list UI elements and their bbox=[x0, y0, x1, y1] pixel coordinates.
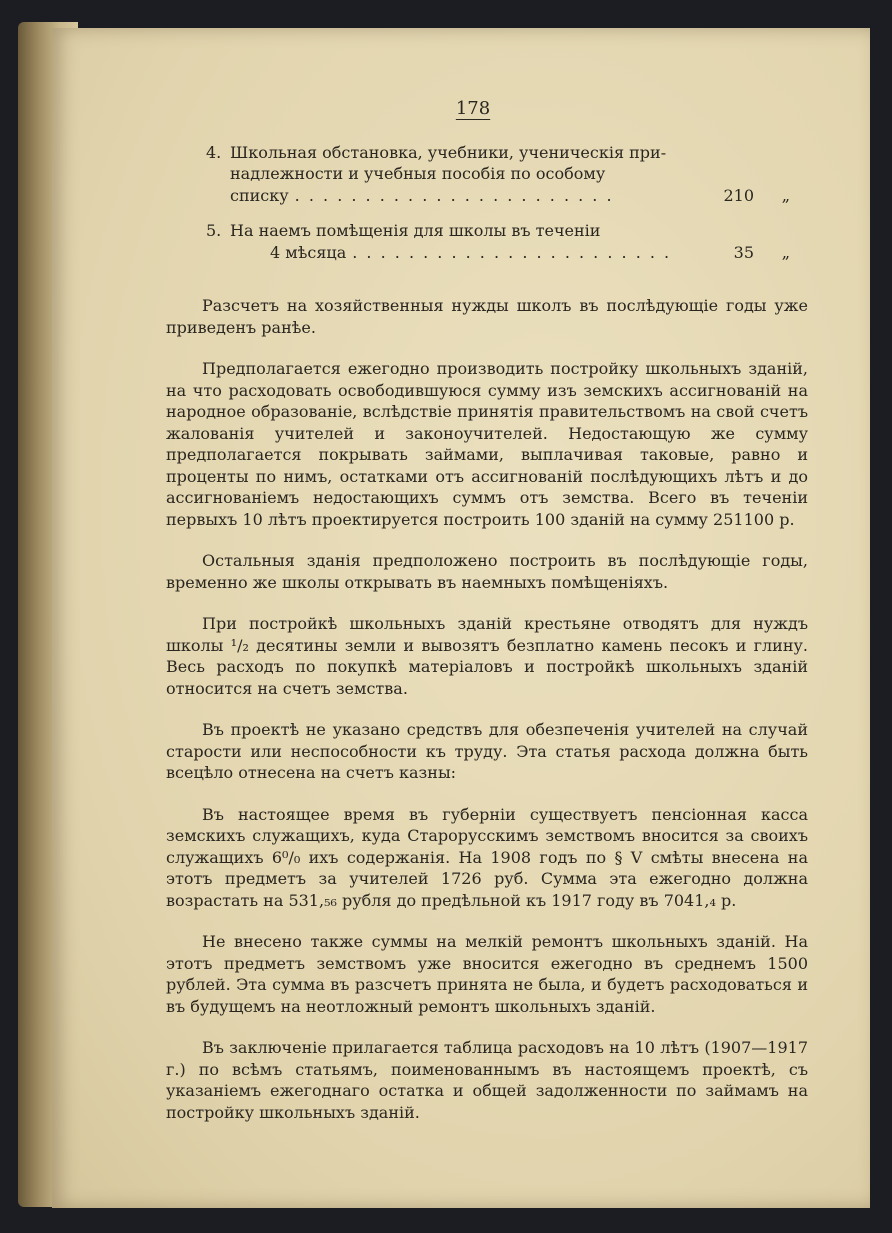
paragraph: Остальныя зданія предположено построить въ послѣдующіе годы, временно же школы открывать въ наемныхъ помѣщеніяхъ. bbox=[166, 551, 808, 592]
item-label: 4 мѣсяца bbox=[270, 242, 347, 262]
item-number: 5. bbox=[206, 221, 222, 240]
item-currency: „ bbox=[781, 242, 790, 262]
paragraph: Въ настоящее время въ губерніи существуетъ пенсіонная касса земскихъ служащихъ, куда Старорусскимъ земствомъ вносится за своихъ служащихъ 6⁰/₀ ихъ содержанія. На 1908 годъ по § V смѣты внесена на этотъ предметъ за учителей 1726 руб. Сумма эта ежегодно должна возрастать на 531,₅₆ рубля до предѣльной къ 1917 году въ 7041,₄ р. bbox=[166, 804, 808, 910]
paragraph: Въ заключеніе прилагается таблица расходовъ на 10 лѣтъ (1907—1917 г.) по всѣмъ статьямъ, поименованнымъ въ настоящемъ проектѣ, съ указаніемъ ежегоднаго остатка и общей задолженности по займамъ на постройку школьныхъ зданій. bbox=[166, 1038, 808, 1122]
item-amount: 35 bbox=[733, 242, 754, 262]
item-line: Школьная обстановка, учебники, ученическія при- bbox=[230, 142, 667, 162]
item-number: 4. bbox=[206, 142, 222, 162]
item-line: На наемъ помѣщенія для школы въ теченіи bbox=[230, 221, 601, 240]
paragraph: При постройкѣ школьныхъ зданій крестьяне отводятъ для нуждъ школы ¹/₂ десятины земли и вывозятъ безплатно камень песокъ и глину. Весь расходъ по покупкѣ матеріаловъ и постройкѣ школьныхъ зданій относится на счетъ земства. bbox=[166, 614, 808, 698]
item-line: надлежности и учебныя пособія по особому bbox=[230, 164, 606, 183]
paragraph: Не внесено также суммы на мелкій ремонтъ школьныхъ зданій. На этотъ предметъ земствомъ уже вносится ежегодно въ среднемъ 1500 рублей. Эта сумма въ разсчетъ принята не была, и будетъ расходоваться и въ будущемъ на неотложный ремонтъ школьныхъ зданій. bbox=[166, 932, 808, 1016]
leader-dots: . . . . . . . . . . . . . . . . . . . . . . . bbox=[352, 242, 672, 262]
item-amount: 210 bbox=[723, 185, 754, 205]
item-currency: „ bbox=[781, 185, 790, 205]
paragraph: Въ проектѣ не указано средствъ для обезпеченія учителей на случай старости или неспособности къ труду. Эта статья расхода должна быть всецѣло отнесена на счетъ казны: bbox=[166, 720, 808, 782]
list-item bbox=[118, 142, 818, 207]
list-item bbox=[118, 220, 818, 263]
page-text bbox=[118, 98, 818, 1123]
item-label: списку bbox=[230, 185, 289, 205]
paragraph: Предполагается ежегодно производить постройку школьныхъ зданій, на что расходовать освободившуюся сумму изъ земскихъ ассигнованій на народное образованіе, вслѣдствіе принятія правительствомъ на свой счетъ жалованія учителей и законоучителей. Недостающую же сумму предполагается покрывать займами, выплачивая таковые, равно и проценты по нимъ, остатками отъ ассигнованій послѣдующихъ лѣтъ и до ассигнованіемъ недостающихъ суммъ отъ земства. Всего въ теченіи первыхъ 10 лѣтъ проектируется построить 100 зданій на сумму 251100 р. bbox=[166, 359, 808, 529]
leader-dots: . . . . . . . . . . . . . . . . . . . . . . . bbox=[294, 185, 614, 205]
page-number: 178 bbox=[455, 98, 491, 119]
paragraph: Разсчетъ на хозяйственныя нужды школъ въ послѣдующіе годы уже приведенъ ранѣе. bbox=[166, 296, 808, 337]
